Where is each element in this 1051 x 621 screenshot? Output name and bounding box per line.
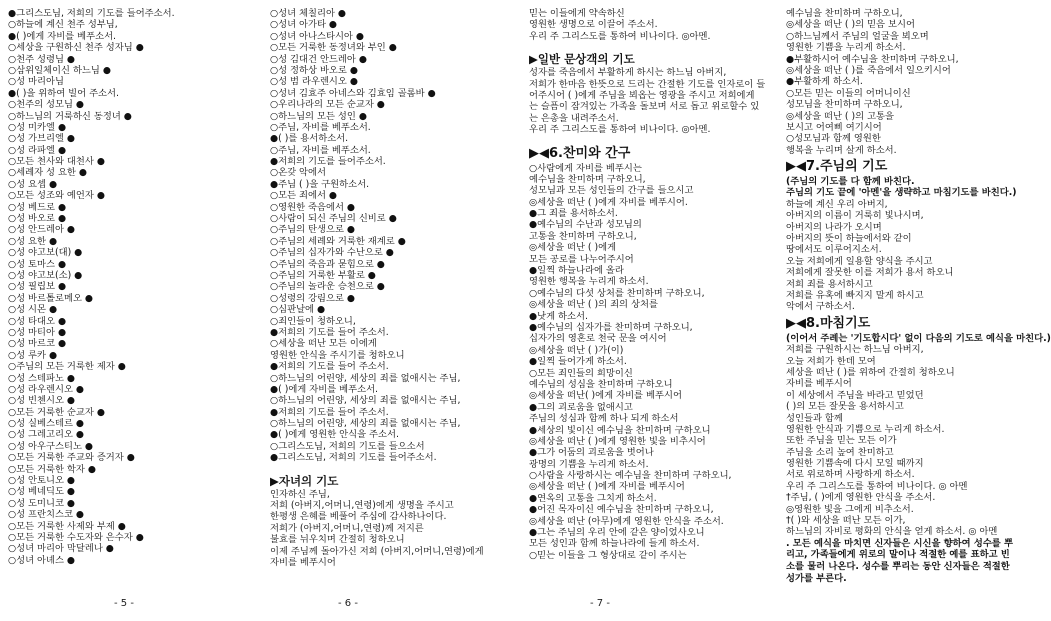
litany-line: ○삼위일체이신 하느님 ●	[8, 64, 111, 76]
litany-line: ○하늘에 계신 천주 성부님,	[8, 19, 118, 31]
litany-line: ○주님의 거룩한 부활로 ●	[270, 269, 376, 281]
prayer-line: 저희가 (아버지,어머니,연령)께 저지른	[270, 522, 424, 534]
litany-line: ○하느님의 어린양, 세상의 죄를 없애시는 주님,	[270, 418, 461, 430]
prayer-line: 아버지의 나라가 오시며	[786, 221, 882, 233]
prayer-line: 행복을 누리며 살게 하소서.	[786, 144, 897, 156]
prayer-line: 우리 주 그리스도를 통하여 비나이다. ◎아멘.	[529, 124, 711, 136]
litany-line: ○성 야고보(대) ●	[8, 247, 83, 259]
page-6-column	[270, 8, 515, 568]
prayer-line: ○하느님께서 주님의 얼굴을 뵈오며	[786, 30, 929, 42]
prayer-line: ○예수님의 다섯 상처를 찬미하며 구하오니,	[529, 287, 705, 299]
prayer-line: 불효를 뉘우치며 간절히 청하오니	[270, 534, 405, 546]
prayer-line: ◎세상을 떠난 ( )에게 자비를 베푸시어	[529, 481, 685, 493]
prayer-line: 악에서 구하소서.	[786, 301, 855, 313]
prayer-line: 모든 공로를 나누어주시어	[529, 253, 634, 265]
prayer-line: 영원한 생명으로 이끌어 주소서.	[529, 19, 658, 31]
litany-line: ○성 베네딕도 ●	[8, 486, 76, 498]
prayer-line: ●예수님의 수난과 성모님의	[529, 219, 642, 231]
prayer-line: 하늘에 계신 우리 아버지,	[786, 198, 888, 210]
litany-line: ○성령의 강림으로 ●	[270, 292, 356, 304]
litany-line: ○성 루카 ●	[8, 349, 58, 361]
prayer-line: 우리 주 그리스도를 통하여 비나이다. ◎ 아멘	[786, 480, 968, 492]
litany-line: ○성 시몬 ●	[8, 304, 58, 316]
litany-line: ○성 필립보 ●	[8, 281, 67, 293]
prayer-line: 저희를 유혹에 빠지지 말게 하시고	[786, 289, 924, 301]
prayer-line: †( )와 세상을 떠난 모든 이가,	[786, 515, 906, 527]
prayer-line: 또한 주님을 믿는 모든 이가	[786, 435, 897, 447]
prayer-line: †주님, ( )에게 영원한 안식을 주소서.	[786, 492, 936, 504]
page-number: - 7 -	[590, 598, 610, 609]
litany-line: ●( )에게 영원한 안식을 주소서.	[270, 429, 399, 441]
litany-line: ○성 미카엘 ●	[8, 121, 67, 133]
litany-line: ○성 라우렌시오 ●	[8, 383, 85, 395]
page-number: - 5 -	[114, 598, 134, 609]
litany-line: ○성 범 라우렌시오 ●	[270, 76, 358, 88]
prayer-line: 자비를 베푸시어	[270, 556, 336, 568]
prayer-line: 성모님을 찬미하며 구하오니,	[786, 99, 903, 111]
litany-line: ○주님, 자비를 베푸소서.	[270, 144, 371, 156]
litany-line: ○성녀 아나스타시아 ●	[270, 30, 364, 42]
litany-line: ○주님의 십자가와 수난으로 ●	[270, 247, 394, 259]
prayer-line: ◎세상을 떠난( )에게 자비를 베푸시어	[529, 390, 682, 402]
litany-line: 영원한 안식을 주시기를 청하오니	[270, 349, 405, 361]
litany-line: ○모든 거룩한 동정녀와 부인 ●	[270, 42, 397, 54]
prayer-line: 믿는 이들에게 약속하신	[529, 8, 625, 19]
litany-line: ●저희의 기도를 들어 주소서.	[270, 406, 389, 418]
litany-line: ○성 요셉 ●	[8, 178, 58, 190]
litany-line: ○죄인들이 청하오니,	[270, 315, 356, 327]
litany-line: ○천주 성령님 ●	[8, 53, 76, 65]
prayer-line: ◎세상을 떠난 ( )의 죄의 상처를	[529, 299, 658, 311]
prayer-line: 저희를 구원하시는 하느님 아버지,	[786, 344, 924, 356]
litany-line: ●( )에게 자비를 베푸소서.	[270, 383, 379, 395]
litany-line: ○성 실베스테르 ●	[8, 418, 85, 430]
prayer-line: ●연옥의 고통을 그치게 하소서.	[529, 492, 657, 504]
litany-line: ○성 바오로 ●	[8, 213, 67, 225]
litany-line: ○성 타대오 ●	[8, 315, 67, 327]
closing-note: . 모든 예식을 마치면 신자들은 시신을 향하여 성수를 뿌리고, 가족들에게 위로의 말이나 적절한 예를 표하고 빈소를 물러 나온다. 성수를 뿌리는 동안 신자들은 적절한 성가를 부른다.	[786, 537, 1014, 584]
page-7-column	[529, 8, 774, 561]
litany-line: ○성 라파엘 ●	[8, 144, 67, 156]
section-note: (주님의 기도를 다 함께 바친다.	[786, 176, 915, 188]
page-5-column	[8, 8, 253, 566]
prayer-line: 세상을 떠난 ( )를 위하여 간절히 청하오니	[786, 366, 955, 378]
litany-line: ○우리나라의 모든 순교자 ●	[270, 99, 385, 111]
litany-line: ○하느님의 거룩하신 동정녀 ●	[8, 110, 132, 122]
prayer-line: 한평생 은혜를 베풀어 주심에 감사하나이다.	[270, 511, 447, 523]
prayer-line: 고통을 찬미하며 구하오니,	[529, 230, 637, 242]
litany-line: ○주님의 모든 거룩한 제자 ●	[8, 361, 126, 373]
litany-line: ●( )를 용서하소서.	[270, 133, 349, 145]
prayer-line: ( )의 모든 잘못을 용서하시고	[786, 401, 904, 413]
prayer-line: 영원한 기쁨을 누리게 하소서.	[786, 42, 906, 54]
prayer-line: 오늘 저희가 한데 모여	[786, 355, 876, 367]
section-title-child-prayer: ▶자녀의 기도	[270, 473, 339, 488]
prayer-line: ◎세상을 떠난 ( )의 고통을	[786, 110, 895, 122]
prayer-line: 예수님을 찬미하며 구하오니,	[529, 173, 646, 185]
litany-line: ○성 아우구스티노 ●	[8, 440, 94, 452]
prayer-line: ●그의 괴로움을 없애시고	[529, 401, 633, 413]
prayer-line: ○성모님과 함께 영원한	[786, 133, 881, 145]
litany-line: ●( )을 위하여 빌어 주소서.	[8, 87, 119, 99]
litany-line: ○모든 성조와 예언자 ●	[8, 190, 105, 202]
section-title-lords-prayer: ▶◀7.주님의 기도	[786, 159, 888, 175]
litany-line: ○모든 죄에서 ●	[270, 190, 338, 202]
prayer-line: ●그는 주님의 우리 안에 같은 양이었사오니	[529, 527, 705, 539]
prayer-line: 오늘 저희에게 일용할 양식을 주시고	[786, 255, 933, 267]
prayer-line: 보시고 어여삐 여기시어	[786, 121, 882, 133]
prayer-line: 저희에게 잘못한 이를 저희가 용서 하오니	[786, 267, 954, 279]
prayer-line: 저희 죄를 용서하시고	[786, 278, 873, 290]
prayer-line: 땅에서도 이루어지소서.	[786, 244, 882, 256]
litany-line: ○성 토마스 ●	[8, 258, 67, 270]
prayer-line: ○모든 믿는 이들의 어머니이신	[786, 87, 911, 99]
litany-line: ○성 김대건 안드레아 ●	[270, 53, 367, 65]
prayer-line: 주님을 소리 높여 찬미하고	[786, 446, 894, 458]
prayer-line: ◎세상을 떠난 ( )에게 자비를 베푸시어.	[529, 196, 688, 208]
litany-line: ○심판날에 ●	[270, 304, 326, 316]
litany-line: ○성녀 마리아 막달레나 ●	[8, 543, 114, 555]
litany-line: ○모든 거룩한 수도자와 은수자 ●	[8, 531, 144, 543]
litany-line: ○모든 천사와 대천사 ●	[8, 156, 105, 168]
prayer-line: 성모님과 모든 성인들의 간구를 들으시고	[529, 185, 694, 197]
litany-line: ○하느님의 어린양, 세상의 죄를 없애시는 주님,	[270, 395, 461, 407]
prayer-line: 저희가 한마음 한뜻으로 드리는 간절한 기도를 인자로이 들	[529, 78, 766, 90]
prayer-line: ●예수님의 십자가를 찬미하며 구하오니,	[529, 321, 693, 333]
litany-line: ○모든 거룩한 순교자 ●	[8, 406, 105, 418]
litany-line: ○사람이 되신 주님의 신비로 ●	[270, 213, 397, 225]
section-title-praise-petition: ▶◀6.찬미와 간구	[529, 145, 631, 161]
litany-line: ○성 프란치스코 ●	[8, 509, 85, 521]
litany-line: ○천주의 성모님 ●	[8, 99, 85, 111]
litany-line: ○성 마리아님	[8, 76, 64, 88]
prayer-line: ●부활하시어 예수님을 찬미하며 구하오니,	[786, 53, 959, 65]
litany-line: ●저희의 기도를 들어 주소서.	[270, 361, 389, 373]
litany-line: ○그리스도님, 저희의 기도를 들으소서	[270, 440, 425, 452]
litany-line: ●( )에게 자비를 베푸소서.	[8, 30, 117, 42]
prayer-line: 예수님을 찬미하며 구하오니,	[786, 8, 903, 19]
section-note: (이어서 주례는 '기도합시다' 없이 다음의 기도로 예식을 마친다.)	[786, 332, 1051, 344]
litany-line: ●주님 ( )을 구원하소서.	[270, 178, 370, 190]
prayer-line: ●낫게 하소서.	[529, 310, 588, 322]
litany-line: ●저희의 기도를 들어주소서.	[270, 156, 386, 168]
litany-line: ○성녀 아가타 ●	[270, 19, 338, 31]
litany-line: ○성녀 아녜스 ●	[8, 554, 76, 566]
section-note: 주님의 기도 끝에 '아멘'을 생략하고 마침기도를 바친다.)	[786, 187, 1017, 199]
litany-line: ○성 그레고리오 ●	[8, 429, 85, 441]
litany-line: ○성 마르코 ●	[8, 338, 67, 350]
prayer-line: 영원한 안식과 기쁨으로 누리게 하소서.	[786, 423, 945, 435]
prayer-line: 예수님의 성심을 찬미하며 구하오니	[529, 378, 673, 390]
page-8-column	[786, 8, 1051, 584]
page-number: - 6 -	[338, 598, 358, 609]
prayer-line: 어주시어 ( )에게 주님을 뵈옵는 영광을 주시고 저희에게	[529, 89, 755, 101]
litany-line: ○주님의 죽음과 묻힘으로 ●	[270, 258, 385, 270]
litany-line: ○세례자 성 요한 ●	[8, 167, 87, 179]
litany-line: ○성 도미니코 ●	[8, 497, 76, 509]
prayer-line: 영원한 행복을 누리게 하소서.	[529, 276, 649, 288]
prayer-line: ●세상의 빛이신 예수님을 찬미하며 구하오니	[529, 424, 711, 436]
litany-line: ○모든 거룩한 학자 ●	[8, 463, 96, 475]
prayer-line: ◎세상을 떠난 ( )의 믿음 보시어	[786, 19, 915, 31]
litany-line: ○세상을 떠난 모든 이에게	[270, 338, 377, 350]
litany-line: ○주님의 놀라운 승천으로 ●	[270, 281, 385, 293]
litany-line: ○성 안드레아 ●	[8, 224, 76, 236]
litany-line: ○성 요한 ●	[8, 235, 58, 247]
litany-line: ●저희의 기도를 들어 주소서.	[270, 326, 389, 338]
litany-line: ○성 베드로 ●	[8, 201, 67, 213]
prayer-line: 우리 주 그리스도를 통하여 비나이다. ◎아멘.	[529, 30, 711, 42]
litany-line: ○성녀 김효주 아네스와 김효임 골롬바 ●	[270, 87, 436, 99]
prayer-line: 인자하신 주님,	[270, 488, 330, 500]
litany-line: ○성 바르톨로메오 ●	[8, 292, 94, 304]
litany-line: ○온갖 악에서	[270, 167, 326, 179]
prayer-line: 십자가의 영혼로 천국 문을 여시어	[529, 333, 667, 345]
litany-line: ○주님, 자비를 베푸소서.	[270, 121, 371, 133]
prayer-line: 영원한 기쁨속에 다시 모일 때까지	[786, 458, 924, 470]
litany-line: ○모든 거룩한 주교와 증거자 ●	[8, 452, 135, 464]
prayer-line: 서로 위로하며 사랑하게 하소서.	[786, 469, 915, 481]
litany-line: ○성 마티아 ●	[8, 326, 67, 338]
prayer-line: 하느님의 자비로 평화의 안식을 얻게 하소서. ◎ 아멘	[786, 526, 998, 538]
litany-line: ●그리스도님, 저희의 기도를 들어주소서.	[270, 452, 437, 464]
prayer-line: 는 슬픔이 잠겨있는 가족을 돌보며 서로 돕고 위로할수 있	[529, 101, 760, 113]
prayer-line: ○믿는 이들을 그 형상대로 같이 주시는	[529, 549, 687, 561]
litany-line: ○성 스테파노 ●	[8, 372, 76, 384]
prayer-line: 성인들과 함께	[786, 412, 843, 424]
prayer-line: 저희 (아버지,어머니,연령)에게 생명을 주시고	[270, 500, 454, 512]
litany-line: ○성녀 체칠리아 ●	[270, 8, 347, 19]
prayer-line: 아버지의 이름이 거룩히 빛나시며,	[786, 210, 924, 222]
prayer-line: ●일찍 하늘나라에 올라	[529, 265, 624, 277]
litany-line: ○주님의 탄생으로 ●	[270, 224, 356, 236]
litany-line: ○주님의 세례와 거룩한 재계로 ●	[270, 235, 406, 247]
litany-line: ○성 빈첸시오 ●	[8, 395, 76, 407]
prayer-line: ●그 죄를 용서하소서.	[529, 208, 618, 220]
prayer-line: 광명의 기쁨을 누리게 하소서.	[529, 458, 649, 470]
prayer-line: 성자를 죽음에서 부활하게 하시는 하느님 아버지,	[529, 67, 727, 79]
litany-line: ○하느님의 모든 성인 ●	[270, 110, 367, 122]
prayer-line: ○모든 죄인들의 희망이신	[529, 367, 633, 379]
prayer-line: ●일찍 들어가게 하소서.	[529, 356, 627, 368]
prayer-line: 이 세상에서 주님을 바라고 믿었던	[786, 389, 924, 401]
prayer-line: ◎영원한 빛을 그에게 비추소서.	[786, 503, 914, 515]
litany-line: ●그리스도님, 저희의 기도를 들어주소서.	[8, 8, 175, 19]
prayer-line: 아버지의 뜻이 하늘에서와 같이	[786, 233, 912, 245]
prayer-line: ◎세상을 떠난 (아무)에게 영원한 안식을 주소서.	[529, 515, 724, 527]
prayer-line: ●부활하게 하소서.	[786, 76, 863, 88]
litany-line: ○영원한 죽음에서 ●	[270, 201, 356, 213]
prayer-line: 이제 주님께 돌아가신 저희 (아버지,어머니,연령)에게	[270, 545, 484, 557]
prayer-line: ●그가 어둠의 괴로움을 벗어나	[529, 447, 654, 459]
prayer-line: ●어진 목자이신 예수님을 찬미하며 구하오니,	[529, 504, 714, 516]
litany-line: ○하느님의 어린양, 세상의 죄를 없애시는 주님,	[270, 372, 461, 384]
litany-line: ○성 야고보(소) ●	[8, 269, 83, 281]
prayer-line: ○사람에게 자비를 베푸시는	[529, 162, 642, 174]
litany-line: ○세상을 구원하신 천주 성자님 ●	[8, 42, 144, 54]
prayer-line: ○사람을 사랑하시는 예수님을 찬미하며 구하오니,	[529, 470, 732, 482]
litany-line: ○성 정하상 바오로 ●	[270, 64, 358, 76]
prayer-line: 모든 성인과 함께 하늘나라에 들게 하소서.	[529, 538, 700, 550]
prayer-line: 주님의 성심과 함께 하나 되게 하소서	[529, 413, 679, 425]
prayer-line: 는 은총을 내려주소서.	[529, 112, 619, 124]
prayer-line: ◎세상을 떠난 ( )를 죽음에서 일으키시어	[786, 64, 951, 76]
prayer-line: 자비를 베푸시어	[786, 378, 852, 390]
prayer-line: ◎세상을 떠난 ( )가(이)	[529, 344, 624, 356]
litany-line: ○성 가브리엘 ●	[8, 133, 76, 145]
prayer-line: ◎세상을 떠난 ( )에게	[529, 242, 617, 254]
section-title-mourner-prayer: ▶일반 문상객의 기도	[529, 52, 635, 67]
litany-line: ○모든 거룩한 사제와 부제 ●	[8, 520, 126, 532]
section-title-closing-prayer: ▶◀8.마침기도	[786, 315, 871, 331]
litany-line: ○성 안토니오 ●	[8, 475, 76, 487]
prayer-line: ◎세상을 떠난 ( )에게 영원한 빛을 비추시어	[529, 435, 706, 447]
